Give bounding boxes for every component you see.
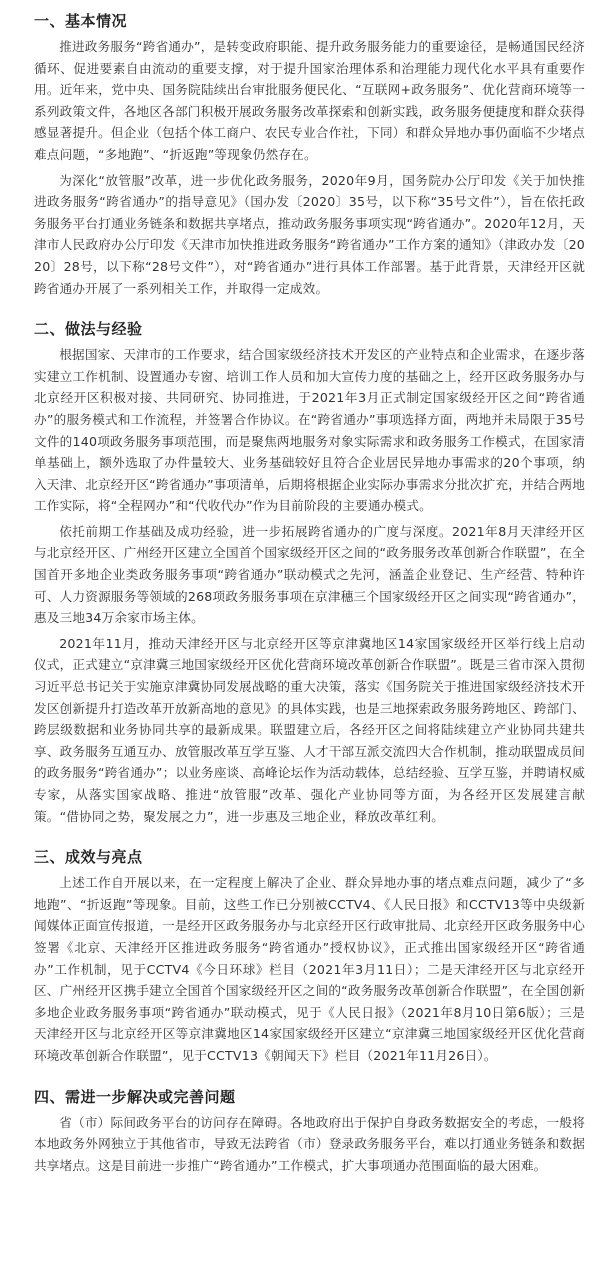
paragraph: 省（市）际间政务平台的访问存在障碍。各地政府出于保护自身政务数据安全的考虑，一般将本地政务外网独立于其他省市，导致无法跨省（市）登录政务服务平台，难以打通业务链条和数据共享堵点。这是目前进一步推广“跨省通办”工作模式，扩大事项通办范围面临的最大困难。: [34, 1114, 585, 1173]
section-issues-to-resolve: [34, 1084, 585, 1177]
paragraph: 根据国家、天津市的工作要求，结合国家级经济技术开发区的产业特点和企业需求，在逐步落实建立工作机制、设置通办专窗、培训工作人员和加大宣传力度的基础之上，经开区政务服务办与北京经开区积极对接、共同研究、协同推进，于2021年3月正式制定国家级经开区之间“跨省通办”的服务模式和工作流程，并签署合作协议。在“跨省通办”事项选择方面，两地并未局限于35号文件的140项政务服务事项范围，而是聚焦两地服务对象实际需求和政务服务工作模式，在国家清单基础上，额外选取了办件量较大、业务基础较好且符合企业居民异地办事需求的20个事项，纳入天津、北京经开区“跨省通办”事项清单，后期将根据企业实际办事需求分批次扩充，并结合两地工作实际，将“全程网办”和“代收代办”作为目前阶段的主要通办模式。: [34, 347, 585, 514]
section-practices-experience: [34, 316, 585, 827]
section-results-highlights: [34, 844, 585, 1066]
section-heading: 三、成效与亮点: [34, 848, 143, 867]
section-heading: 四、需进一步解决或完善问题: [34, 1087, 236, 1106]
section-heading: 二、做法与经验: [34, 320, 143, 339]
section-basic-situation: [34, 8, 585, 299]
section-heading: 一、基本情况: [34, 12, 128, 30]
paragraph: 为深化“放管服”改革，进一步优化政务服务，2020年9月，国务院办公厅印发《关于加快推进政务服务“跨省通办”的指导意见》（国办发〔2020〕35号，以下称“35号文件”），旨在依托政务服务平台打通业务链条和数据共享堵点，推动政务服务事项实现“跨省通办”。2020年12月，天津市人民政府办公厅印发《天津市加快推进政务服务“跨省通办”工作方案的通知》（津政办发〔2020〕28号，以下称“28号文件”），对“跨省通办”进行具体工作部署。基于此背景，天津经开区就跨省通办开展了一系列相关工作，并取得一定成效。: [34, 172, 585, 296]
paragraph: 上述工作自开展以来，在一定程度上解决了企业、群众异地办事的堵点难点问题，减少了“多地跑”、“折返跑”等现象。目前，这些工作已分别被CCTV4、《人民日报》和CCTV13等中央级新闻媒体正面宣传报道，一是经开区政务服务办与北京经开区行政审批局、北京经开区政务服务中心签署《北京、天津经开区推进政务服务“跨省通办”授权协议》，正式推出国家级经开区“跨省通办”工作机制，见于CCTV4《今日环球》栏目（2021年3月11日）；二是天津经开区与北京经开区、广州经开区携手建立全国首个国家级经开区之间的“政务服务改革创新合作联盟”，在全国创新多地企业政务服务事项“跨省通办”联动模式，见于《人民日报》（2021年8月10日第6版）；三是天津经开区与北京经开区等京津冀地区14家国家级经开区建立“京津冀三地国家级经开区优化营商环境改革创新合作联盟”，见于CCTV13《朝闻天下》栏目（2021年11月26日）。: [34, 875, 585, 1063]
paragraph: 推进政务服务“跨省通办”，是转变政府职能、提升政务服务能力的重要途径，是畅通国民经济循环、促进要素自由流动的重要支撑，对于提升国家治理体系和治理能力现代化水平具有重要作用。近年来，党中央、国务院陆续出台审批服务便民化、“互联网+政务服务”、优化营商环境等一系列政策文件，各地区各部门积极开展政务服务改革探索和创新实践，政务服务便捷度和群众获得感显著提升。但企业（包括个体工商户、农民专业合作社，下同）和群众异地办事仍面临不少堵点难点问题，“多地跑”、“折返跑”等现象仍然存在。: [34, 39, 585, 162]
paragraph: 依托前期工作基础及成功经验，进一步拓展跨省通办的广度与深度。2021年8月天津经开区与北京经开区、广州经开区建立全国首个国家级经开区之间的“政务服务改革创新合作联盟”，在全国首开多地企业类政务服务事项“跨省通办”联动模式之先河，涵盖企业登记、生产经营、特种许可、人力资源服务等领域的268项政务服务事项在京津穗三个国家级经开区之间实现“跨省通办”，惠及三地34万余家市场主体。: [34, 523, 585, 626]
paragraph: 2021年11月，推动天津经开区与北京经开区等京津冀地区14家国家级经开区举行线上启动仪式，正式建立“京津冀三地国家级经开区优化营商环境改革创新合作联盟”。既是三省市深入贯彻习近平总书记关于实施京津冀协同发展战略的重大决策，落实《国务院关于推进国家级经济技术开发区创新提升打造改革开放新高地的意见》的具体实践，也是三地探索政务服务跨地区、跨部门、跨层级数据和业务协同共享的最新成果。联盟建立后，各经开区之间将陆续建立产业协同共建共享、政务服务互通互办、放管服改革互学互鉴、人才干部互派交流四大合作机制，推动联盟成员间的政务服务“跨省通办”；以业务座谈、高峰论坛作为活动载体，总结经验、互学互鉴，并聘请权威专家，从落实国家战略、推进“放管服”改革、强化产业协同等方面，为各经开区发展建言献策。“借协同之势，聚发展之力”，进一步惠及三地企业，释放改革红利。: [34, 635, 585, 824]
